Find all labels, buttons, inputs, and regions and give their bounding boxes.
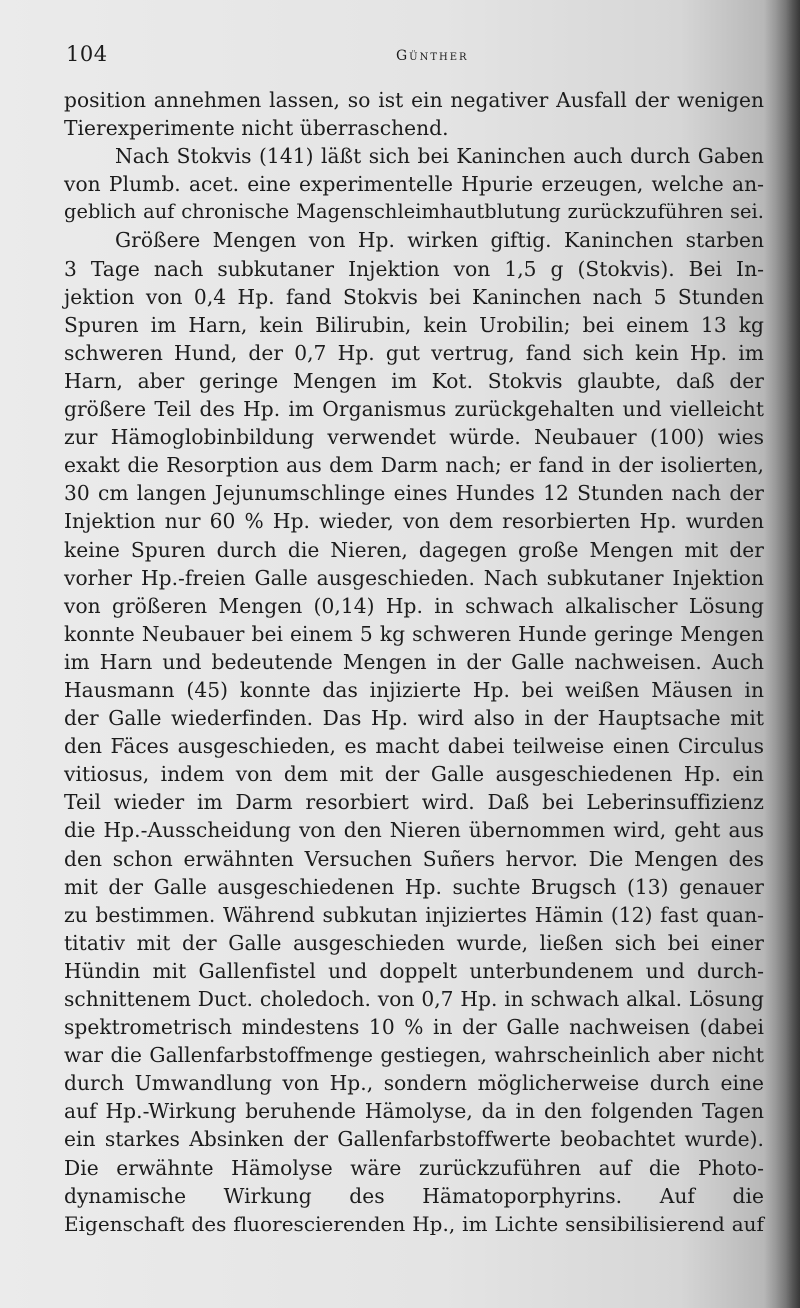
text-line: Harn, aber geringe Mengen im Kot. Stokvis glaubte, daß der [64, 368, 764, 393]
text-line: konnte Neubauer bei einem 5 kg schweren Hunde geringe Mengen [64, 621, 764, 646]
text-line: Hündin mit Gallenfistel und doppelt unterbundenem und durch- [64, 958, 764, 983]
page-gutter-shadow [764, 0, 800, 1308]
text-line: Tierexperimente nicht überraschend. [64, 116, 449, 141]
text-line: spektrometrisch mindestens 10 % in der Galle nachweisen (dabei [64, 1015, 764, 1040]
text-line: die Hp.-Ausscheidung von den Nieren übernommen wird, geht aus [64, 818, 764, 843]
text-line: größere Teil des Hp. im Organismus zurückgehalten und vielleicht [64, 397, 764, 422]
text-line: zu bestimmen. Während subkutan injiziertes Hämin (12) fast quan- [64, 902, 764, 927]
page-number: 104 [66, 42, 108, 66]
text-line: schnittenem Duct. choledoch. von 0,7 Hp. in schwach alkal. Lösung [64, 987, 764, 1011]
text-line: von größeren Mengen (0,14) Hp. in schwach alkalischer Lösung [64, 593, 764, 618]
text-line: 30 cm langen Jejunumschlinge eines Hundes 12 Stunden nach der [64, 481, 764, 506]
text-line: zur Hämoglobinbildung verwendet würde. Neubauer (100) wies [64, 425, 764, 450]
text-line: durch Umwandlung von Hp., sondern möglicherweise durch eine [64, 1071, 764, 1096]
text-line: geblich auf chronische Magenschleimhautblutung zurückzuführen sei. [64, 200, 764, 224]
text-line: Hausmann (45) konnte das injizierte Hp. bei weißen Mäusen in [64, 677, 764, 702]
running-head: Günther [396, 48, 469, 64]
text-line: den Fäces ausgeschieden, es macht dabei teilweise einen Circulus [64, 734, 764, 759]
text-line: ein starkes Absinken der Gallenfarbstoffwerte beobachtet wurde). [64, 1127, 764, 1152]
text-line: position annehmen lassen, so ist ein negativer Ausfall der wenigen [64, 88, 764, 112]
text-line: Eigenschaft des fluorescierenden Hp., im Lichte sensibilisierend auf [64, 1211, 764, 1236]
text-line: der Galle wiederfinden. Das Hp. wird also in der Hauptsache mit [64, 706, 764, 731]
text-line: keine Spuren durch die Nieren, dagegen große Mengen mit der [64, 537, 764, 562]
text-line: Die erwähnte Hämolyse wäre zurückzuführen auf die Photo- [64, 1155, 764, 1180]
text-line: den schon erwähnten Versuchen Suñers hervor. Die Mengen des [64, 846, 764, 871]
text-line: Größere Mengen von Hp. wirken giftig. Kaninchen starben [115, 228, 764, 253]
text-line: titativ mit der Galle ausgeschieden wurde, ließen sich bei einer [64, 930, 764, 955]
text-line: auf Hp.-Wirkung beruhende Hämolyse, da in den folgenden Tagen [64, 1099, 764, 1124]
text-line: Teil wieder im Darm resorbiert wird. Daß bei Leberinsuffizienz [64, 790, 764, 815]
text-line: mit der Galle ausgeschiedenen Hp. suchte Brugsch (13) genauer [64, 874, 764, 899]
text-line: war die Gallenfarbstoffmenge gestiegen, wahrscheinlich aber nicht [64, 1043, 764, 1068]
text-line: vorher Hp.-freien Galle ausgeschieden. Nach subkutaner Injektion [64, 565, 764, 590]
text-line: vitiosus, indem von dem mit der Galle ausgeschiedenen Hp. ein [64, 762, 764, 787]
text-line: Injektion nur 60 % Hp. wieder, von dem resorbierten Hp. wurden [64, 509, 764, 534]
page-header [66, 42, 762, 72]
body-text [64, 86, 764, 1238]
text-line: dynamische Wirkung des Hämatoporphyrins. Auf die [64, 1183, 764, 1208]
text-line: schweren Hund, der 0,7 Hp. gut vertrug, fand sich kein Hp. im [64, 340, 764, 365]
text-line: jektion von 0,4 Hp. fand Stokvis bei Kaninchen nach 5 Stunden [64, 284, 764, 309]
text-line: Spuren im Harn, kein Bilirubin, kein Urobilin; bei einem 13 kg [64, 312, 764, 337]
text-line: Nach Stokvis (141) läßt sich bei Kaninchen auch durch Gaben [115, 144, 764, 169]
text-line: 3 Tage nach subkutaner Injektion von 1,5 g (Stokvis). Bei In- [64, 256, 764, 281]
text-line: im Harn und bedeutende Mengen in der Galle nachweisen. Auch [64, 649, 764, 674]
text-line: exakt die Resorption aus dem Darm nach; er fand in der isolierten, [64, 453, 764, 478]
text-line: von Plumb. acet. eine experimentelle Hpurie erzeugen, welche an- [64, 172, 764, 197]
